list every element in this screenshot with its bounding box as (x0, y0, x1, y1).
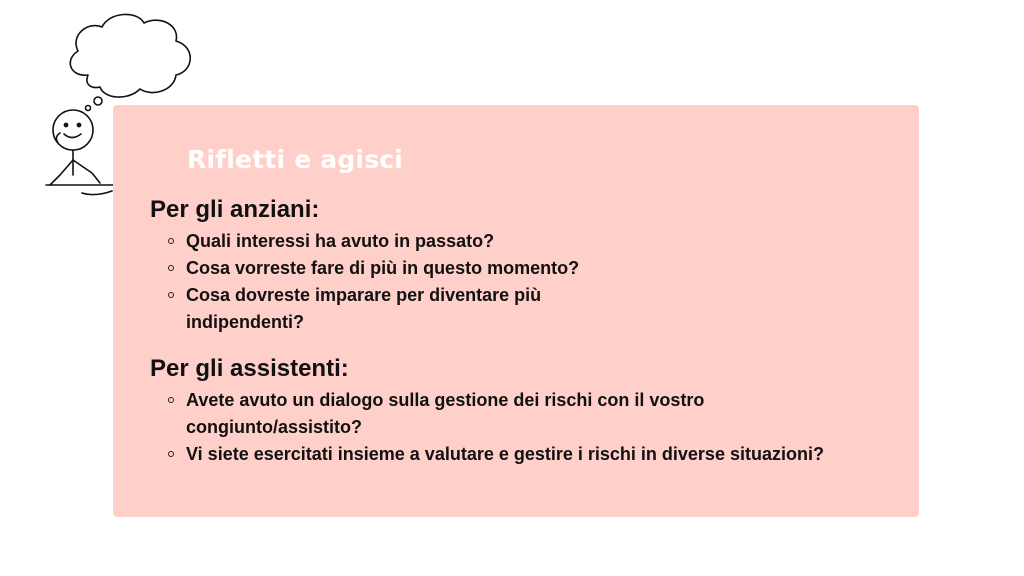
section-heading: Per gli anziani: (150, 196, 320, 223)
card-title: Rifletti e agisci (187, 145, 404, 174)
bullet-icon (168, 292, 174, 298)
list-item (150, 441, 826, 468)
question-list (150, 387, 850, 468)
list-item-text: Avete avuto un dialogo sulla gestione dei rischi con il vostro congiunto/assistito? (186, 390, 705, 437)
list-item (150, 282, 656, 336)
list-item-text: Cosa vorreste fare di più in questo momento? (186, 258, 580, 278)
list-item-text: Quali interessi ha avuto in passato? (186, 231, 495, 251)
list-item (150, 387, 826, 441)
bullet-icon (168, 451, 174, 457)
list-item (150, 228, 656, 255)
question-list (150, 228, 850, 336)
list-item-text: Cosa dovreste imparare per diventare più indipendenti? (186, 285, 542, 332)
list-item (150, 255, 656, 282)
bullet-icon (168, 265, 174, 271)
section-assistenti (150, 355, 850, 468)
list-item-text: Vi siete esercitati insieme a valutare e gestire i rischi in diverse situazioni? (186, 444, 824, 464)
bullet-icon (168, 397, 174, 403)
bullet-icon (168, 238, 174, 244)
section-heading: Per gli assistenti: (150, 355, 349, 382)
section-anziani (150, 196, 850, 336)
